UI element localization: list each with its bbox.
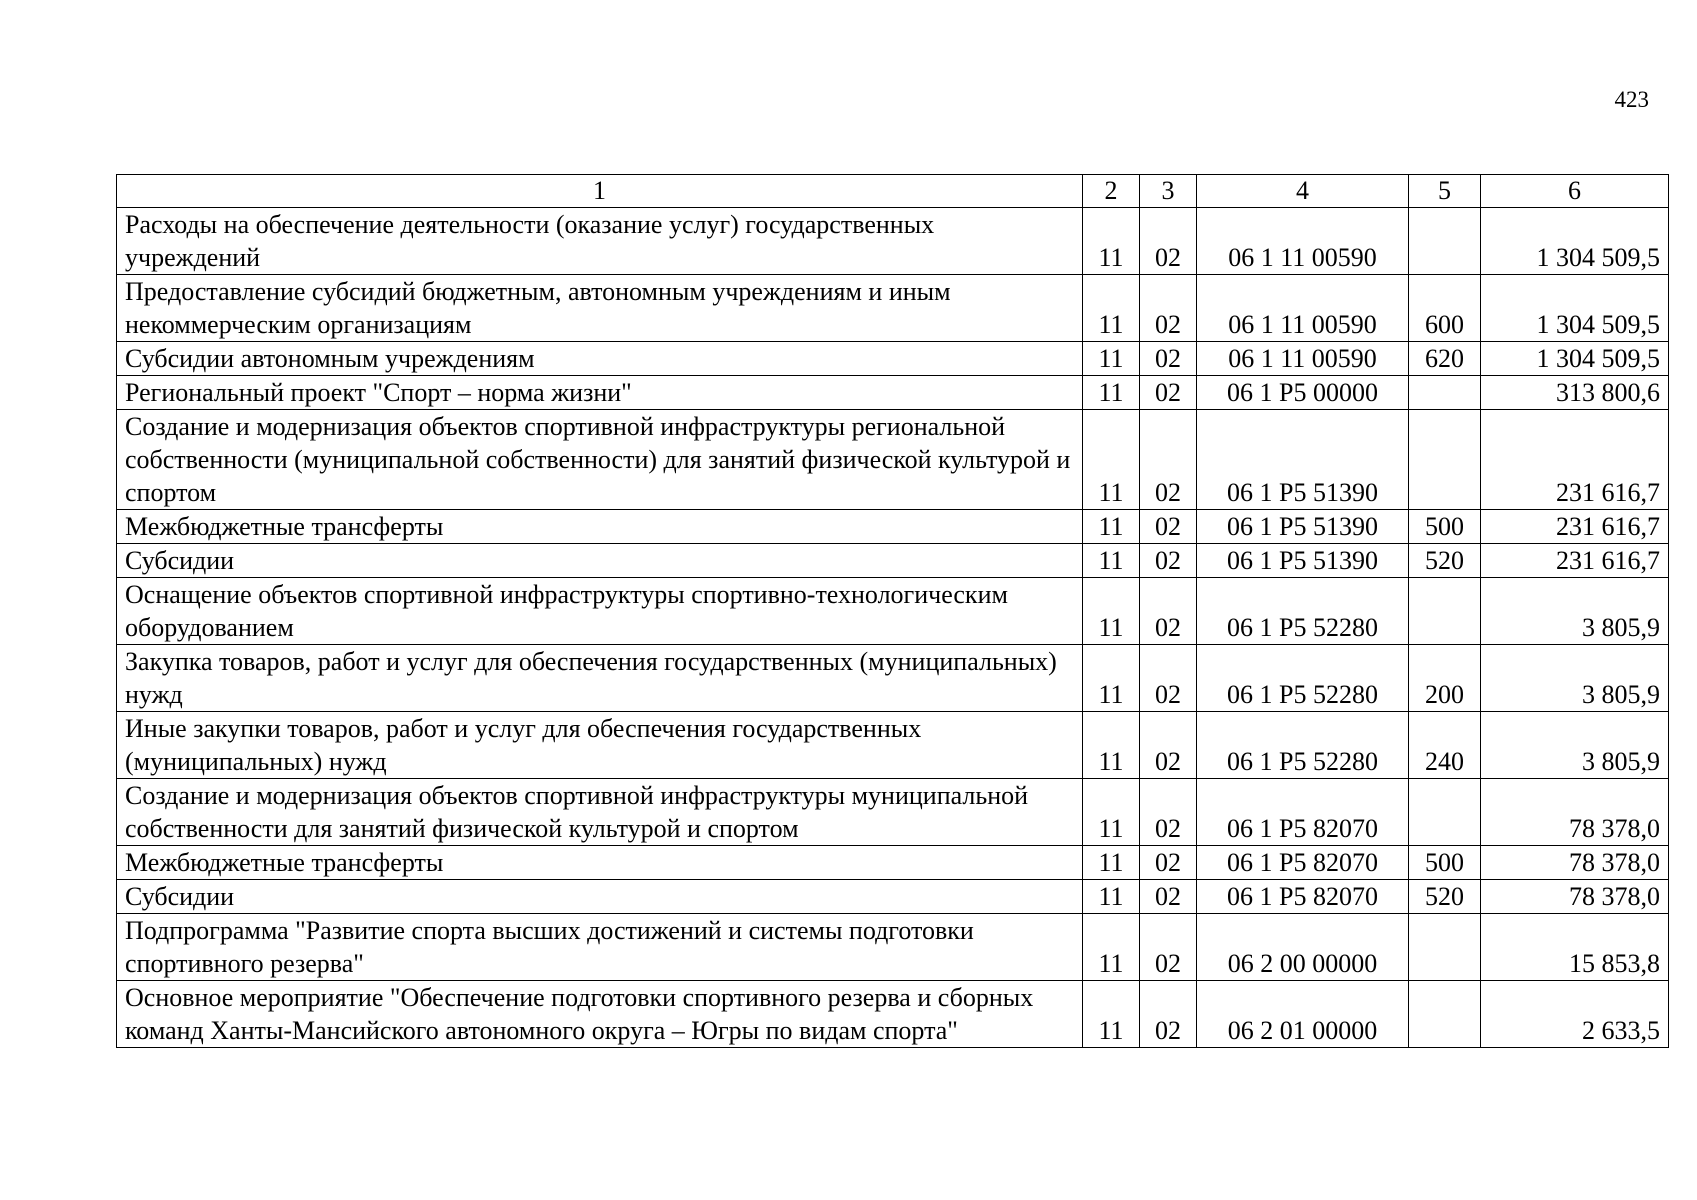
row-section: 11 — [1083, 208, 1140, 275]
row-amount: 78 378,0 — [1481, 846, 1669, 880]
budget-table — [116, 174, 1669, 1048]
table-row — [117, 342, 1669, 376]
row-amount: 1 304 509,5 — [1481, 208, 1669, 275]
row-amount: 3 805,9 — [1481, 712, 1669, 779]
row-target-code: 06 2 00 00000 — [1197, 914, 1409, 981]
row-expense-type — [1409, 410, 1481, 510]
table-row — [117, 846, 1669, 880]
row-name: Региональный проект "Спорт – норма жизни" — [117, 376, 1083, 410]
row-expense-type: 520 — [1409, 544, 1481, 578]
row-expense-type: 500 — [1409, 510, 1481, 544]
row-subsection: 02 — [1140, 510, 1197, 544]
row-section: 11 — [1083, 510, 1140, 544]
row-subsection: 02 — [1140, 914, 1197, 981]
row-subsection: 02 — [1140, 712, 1197, 779]
table-row — [117, 208, 1669, 275]
row-section: 11 — [1083, 544, 1140, 578]
row-target-code: 06 1 P5 52280 — [1197, 578, 1409, 645]
row-name: Иные закупки товаров, работ и услуг для обеспечения государственных (муниципальных) нужд — [117, 712, 1083, 779]
row-amount: 1 304 509,5 — [1481, 275, 1669, 342]
row-amount: 231 616,7 — [1481, 510, 1669, 544]
row-name: Субсидии — [117, 544, 1083, 578]
row-subsection: 02 — [1140, 410, 1197, 510]
row-amount: 3 805,9 — [1481, 578, 1669, 645]
row-expense-type: 520 — [1409, 880, 1481, 914]
table-row — [117, 914, 1669, 981]
row-name: Основное мероприятие "Обеспечение подготовки спортивного резерва и сборных команд Ханты-Мансийского автономного округа – Югры по видам спорта" — [117, 981, 1083, 1048]
page-number: 423 — [1614, 87, 1649, 112]
row-target-code: 06 1 P5 51390 — [1197, 544, 1409, 578]
row-name: Создание и модернизация объектов спортивной инфраструктуры муниципальной собственности для занятий физической культурой и спортом — [117, 779, 1083, 846]
header-col-6: 6 — [1481, 175, 1669, 208]
row-name: Межбюджетные трансферты — [117, 846, 1083, 880]
row-name: Закупка товаров, работ и услуг для обеспечения государственных (муниципальных) нужд — [117, 645, 1083, 712]
row-target-code: 06 1 11 00590 — [1197, 208, 1409, 275]
row-expense-type — [1409, 578, 1481, 645]
row-subsection: 02 — [1140, 275, 1197, 342]
row-expense-type: 620 — [1409, 342, 1481, 376]
table-row — [117, 880, 1669, 914]
header-row — [117, 175, 1669, 208]
row-section: 11 — [1083, 981, 1140, 1048]
row-target-code: 06 1 P5 51390 — [1197, 510, 1409, 544]
row-section: 11 — [1083, 376, 1140, 410]
row-subsection: 02 — [1140, 880, 1197, 914]
row-subsection: 02 — [1140, 981, 1197, 1048]
row-name: Создание и модернизация объектов спортивной инфраструктуры региональной собственности (муниципальной собственности) для занятий физической культурой и спортом — [117, 410, 1083, 510]
row-expense-type — [1409, 376, 1481, 410]
row-section: 11 — [1083, 914, 1140, 981]
row-target-code: 06 1 P5 00000 — [1197, 376, 1409, 410]
row-amount: 78 378,0 — [1481, 880, 1669, 914]
row-amount: 2 633,5 — [1481, 981, 1669, 1048]
row-target-code: 06 1 P5 52280 — [1197, 645, 1409, 712]
header-col-4: 4 — [1197, 175, 1409, 208]
row-subsection: 02 — [1140, 578, 1197, 645]
row-expense-type: 600 — [1409, 275, 1481, 342]
row-amount: 15 853,8 — [1481, 914, 1669, 981]
row-target-code: 06 1 P5 51390 — [1197, 410, 1409, 510]
row-amount: 231 616,7 — [1481, 410, 1669, 510]
header-col-1: 1 — [117, 175, 1083, 208]
row-amount: 3 805,9 — [1481, 645, 1669, 712]
row-target-code: 06 1 11 00590 — [1197, 275, 1409, 342]
row-name: Субсидии автономным учреждениям — [117, 342, 1083, 376]
table-row — [117, 645, 1669, 712]
row-expense-type — [1409, 981, 1481, 1048]
row-section: 11 — [1083, 846, 1140, 880]
row-subsection: 02 — [1140, 342, 1197, 376]
table-row — [117, 578, 1669, 645]
row-target-code: 06 2 01 00000 — [1197, 981, 1409, 1048]
row-target-code: 06 1 P5 52280 — [1197, 712, 1409, 779]
row-expense-type: 500 — [1409, 846, 1481, 880]
table-row — [117, 712, 1669, 779]
row-amount: 78 378,0 — [1481, 779, 1669, 846]
row-section: 11 — [1083, 410, 1140, 510]
row-target-code: 06 1 P5 82070 — [1197, 880, 1409, 914]
table-row — [117, 376, 1669, 410]
row-name: Оснащение объектов спортивной инфраструктуры спортивно-технологическим оборудованием — [117, 578, 1083, 645]
row-subsection: 02 — [1140, 376, 1197, 410]
row-amount: 1 304 509,5 — [1481, 342, 1669, 376]
row-target-code: 06 1 P5 82070 — [1197, 846, 1409, 880]
row-section: 11 — [1083, 880, 1140, 914]
row-section: 11 — [1083, 342, 1140, 376]
header-col-5: 5 — [1409, 175, 1481, 208]
row-section: 11 — [1083, 712, 1140, 779]
row-name: Подпрограмма "Развитие спорта высших достижений и системы подготовки спортивного резерва" — [117, 914, 1083, 981]
header-col-2: 2 — [1083, 175, 1140, 208]
table-row — [117, 544, 1669, 578]
table-row — [117, 410, 1669, 510]
header-col-3: 3 — [1140, 175, 1197, 208]
row-name: Предоставление субсидий бюджетным, автономным учреждениям и иным некоммерческим организациям — [117, 275, 1083, 342]
row-subsection: 02 — [1140, 779, 1197, 846]
table-row — [117, 275, 1669, 342]
row-name: Межбюджетные трансферты — [117, 510, 1083, 544]
row-amount: 313 800,6 — [1481, 376, 1669, 410]
row-expense-type: 240 — [1409, 712, 1481, 779]
row-subsection: 02 — [1140, 645, 1197, 712]
row-section: 11 — [1083, 578, 1140, 645]
row-target-code: 06 1 P5 82070 — [1197, 779, 1409, 846]
row-name: Расходы на обеспечение деятельности (оказание услуг) государственных учреждений — [117, 208, 1083, 275]
row-target-code: 06 1 11 00590 — [1197, 342, 1409, 376]
table-row — [117, 779, 1669, 846]
row-amount: 231 616,7 — [1481, 544, 1669, 578]
row-section: 11 — [1083, 779, 1140, 846]
row-subsection: 02 — [1140, 544, 1197, 578]
row-expense-type — [1409, 779, 1481, 846]
row-name: Субсидии — [117, 880, 1083, 914]
row-expense-type — [1409, 208, 1481, 275]
row-subsection: 02 — [1140, 208, 1197, 275]
row-expense-type: 200 — [1409, 645, 1481, 712]
table-body — [117, 208, 1669, 1048]
row-section: 11 — [1083, 275, 1140, 342]
row-subsection: 02 — [1140, 846, 1197, 880]
table-row — [117, 510, 1669, 544]
table-row — [117, 981, 1669, 1048]
row-expense-type — [1409, 914, 1481, 981]
row-section: 11 — [1083, 645, 1140, 712]
